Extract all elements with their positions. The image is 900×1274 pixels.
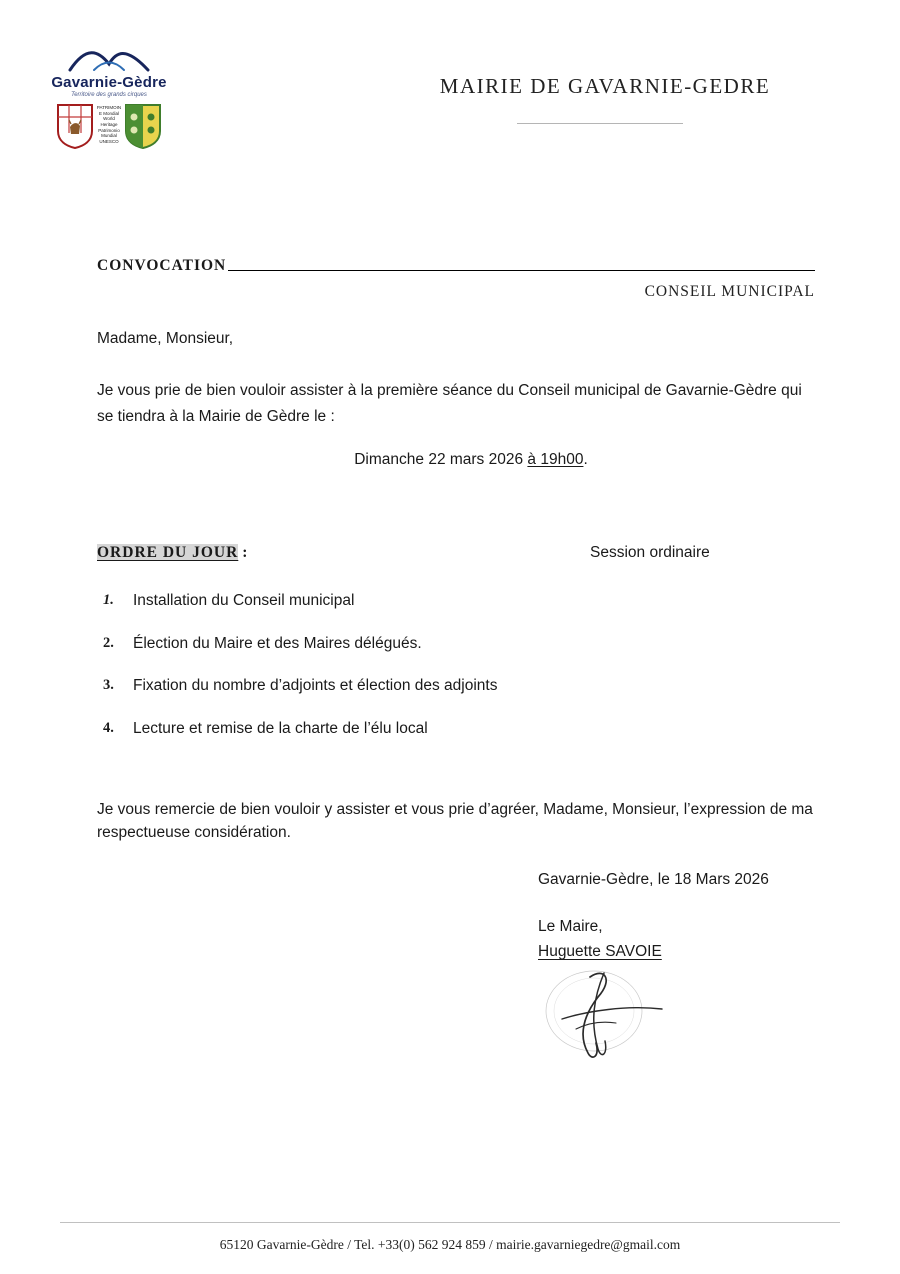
signatory-role: Le Maire,	[538, 918, 603, 935]
salutation: Madame, Monsieur,	[97, 330, 234, 347]
session-type: Session ordinaire	[590, 544, 710, 561]
doc-type-label: CONVOCATION	[97, 257, 227, 274]
closing-line-1: Je vous remercie de bien vouloir y assister et vous prie d’agréer, Madame, Monsieur, l’expression de ma	[97, 801, 813, 818]
agenda-item-number: 4.	[103, 719, 114, 736]
agenda-colon: :	[238, 544, 248, 561]
meeting-time: à 19h00	[527, 451, 584, 468]
agenda-heading-row	[97, 544, 817, 562]
doc-type-heading	[97, 257, 815, 275]
agenda-list	[103, 592, 823, 762]
logo-name: Gavarnie-Gèdre	[51, 74, 167, 91]
unesco-label: PATRIMOINE Mondial World Heritage Patrimonio Mundial UNESCO	[96, 105, 122, 144]
page-title: MAIRIE DE GAVARNIE-GEDRE	[439, 74, 771, 98]
intro-line-2: se tiendra à la Mairie de Gèdre le :	[97, 408, 335, 426]
agenda-title: ORDRE DU JOUR	[97, 544, 239, 561]
agenda-item-text: Élection du Maire et des Maires délégués.	[133, 634, 422, 652]
agenda-item-text: Lecture et remise de la charte de l’élu local	[133, 719, 428, 737]
agenda-item-number: 2.	[103, 634, 114, 651]
meeting-date: Dimanche 22 mars 2026	[354, 451, 528, 468]
signatory-name: Huguette SAVOIE	[538, 943, 662, 960]
agenda-item	[103, 635, 823, 654]
agenda-item-number: 1.	[103, 592, 114, 608]
agenda-item-text: Fixation du nombre d’adjoints et élection des adjoints	[133, 677, 498, 695]
footer-contact: 65120 Gavarnie-Gèdre / Tel. +33(0) 562 924 859 / mairie.gavarniegedre@gmail.com	[219, 1237, 681, 1252]
heading-rule	[228, 270, 815, 271]
agenda-item	[103, 720, 823, 739]
intro-paragraph	[97, 378, 857, 431]
intro-line-1: Je vous prie de bien vouloir assister à la première séance du Conseil municipal de Gavarnie-Gèdre qui	[97, 382, 802, 399]
green-shield-icon	[124, 103, 162, 149]
council-label: CONSEIL MUNICIPAL	[644, 283, 815, 300]
closing-paragraph	[97, 798, 857, 845]
heraldic-crest-icon	[56, 103, 94, 149]
meeting-date-line	[42, 451, 900, 469]
agenda-item	[103, 677, 823, 696]
crest-row	[50, 103, 168, 149]
footer-divider	[60, 1222, 840, 1223]
place-and-date: Gavarnie-Gèdre, le 18 Mars 2026	[538, 871, 769, 888]
municipality-logo	[50, 40, 168, 149]
mountain-logo-icon	[64, 40, 154, 74]
title-divider	[517, 123, 683, 124]
closing-line-2: respectueuse considération.	[97, 824, 291, 842]
agenda-item-number: 3.	[103, 677, 114, 694]
date-period: .	[583, 451, 588, 468]
agenda-item-text: Installation du Conseil municipal	[133, 592, 355, 609]
handwritten-signature	[532, 963, 667, 1073]
agenda-item	[103, 592, 823, 611]
logo-tagline: Territoire des grands cirques	[71, 92, 147, 98]
